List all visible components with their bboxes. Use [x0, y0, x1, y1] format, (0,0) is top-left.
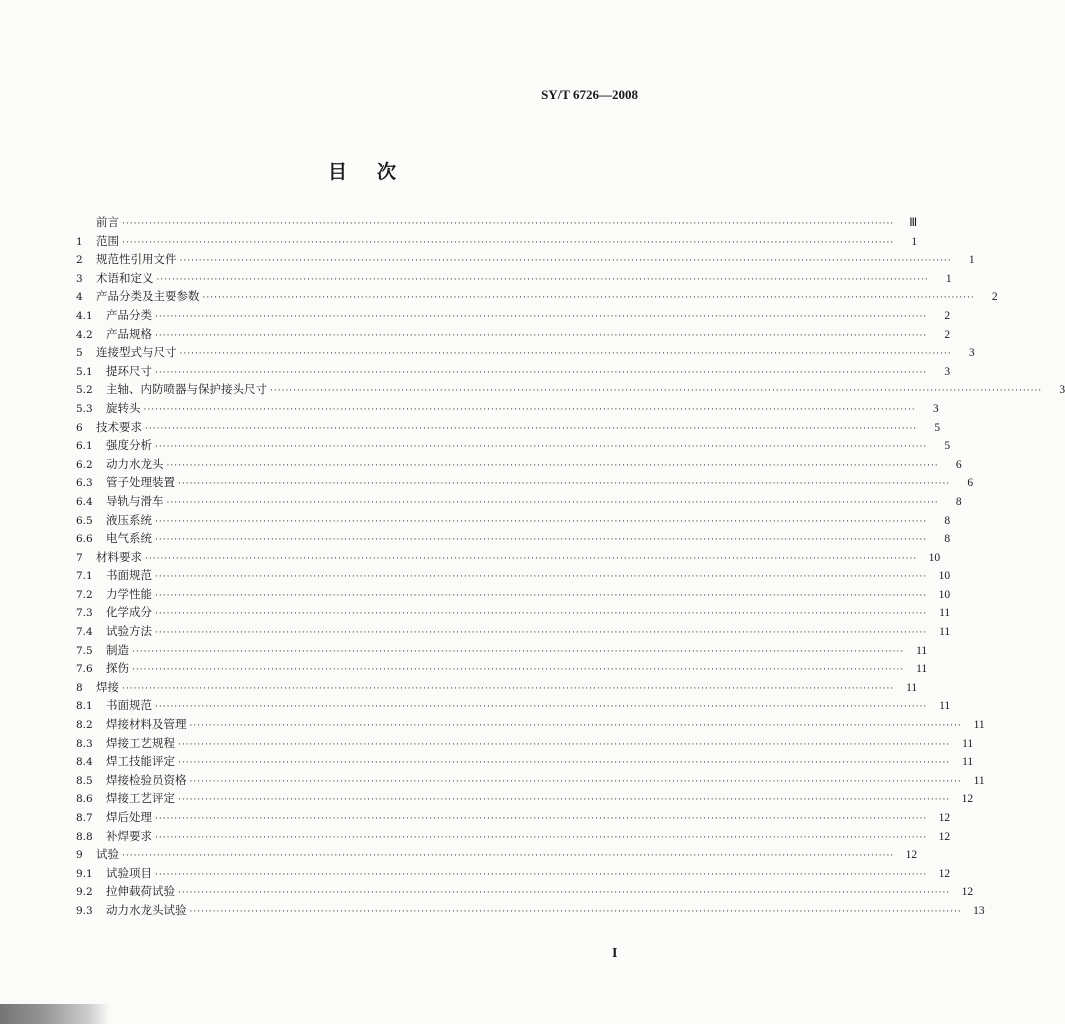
toc-entry-number: 8.4 [76, 756, 93, 769]
toc-entry[interactable] [76, 232, 918, 251]
toc-entry-label: 材料要求 [96, 549, 142, 564]
toc-entry-page: 5 [934, 421, 941, 434]
toc-entry[interactable] [76, 418, 941, 437]
toc-entry[interactable] [76, 734, 974, 753]
toc-leader-dots: ········································································································································································································ [155, 702, 928, 713]
toc-entry-page: 8 [944, 533, 951, 546]
toc-entry-label: 试验方法 [106, 624, 152, 639]
toc-entry[interactable] [76, 436, 951, 455]
toc-leader-dots: ········································································································································································································ [202, 293, 975, 304]
toc-entry[interactable] [76, 380, 1065, 399]
toc-entry[interactable] [76, 306, 951, 325]
toc-entry-label: 管子处理装置 [106, 475, 175, 490]
toc-entry-label: 术语和定义 [96, 270, 154, 285]
toc-entry[interactable] [76, 715, 985, 734]
toc-entry-number: 5.3 [76, 402, 93, 415]
toc-leader-dots: ········································································································································································································ [166, 497, 939, 508]
toc-entry-page: 3 [1059, 384, 1065, 397]
toc-leader-dots: ········································································································································································································ [178, 758, 951, 769]
toc-entry-label: 试验项目 [106, 865, 152, 880]
toc-leader-dots: ········································································································································································································ [189, 721, 962, 732]
toc-entry-page: 11 [916, 644, 928, 657]
toc-entry[interactable] [76, 622, 951, 641]
toc-leader-dots: ········································································································································································································ [155, 869, 928, 880]
toc-leader-dots: ········································································································································································································ [145, 553, 918, 564]
toc-entry-label: 产品分类 [106, 307, 152, 322]
toc-entry-label: 产品规格 [106, 326, 152, 341]
toc-entry-number: 8.6 [76, 793, 93, 806]
toc-entry-page: 11 [973, 719, 985, 732]
toc-entry[interactable] [76, 659, 928, 678]
toc-entry[interactable] [76, 808, 951, 827]
toc-entry-page: Ⅲ [909, 217, 918, 229]
toc-entry[interactable] [76, 566, 951, 585]
toc-entry[interactable] [76, 827, 951, 846]
toc-entry-number: 3 [76, 272, 83, 285]
toc-entry-number: 7.1 [76, 570, 93, 583]
toc-entry-number: 6.2 [76, 458, 93, 471]
toc-entry-page: 11 [939, 626, 951, 639]
toc-entry-number: 7.5 [76, 644, 93, 657]
toc-entry-number: 4.1 [76, 309, 93, 322]
toc-entry-number: 1 [76, 235, 83, 248]
toc-entry-number: 8 [76, 681, 83, 694]
toc-entry-page: 11 [939, 607, 951, 620]
scan-artifact [0, 1004, 110, 1024]
toc-entry-label: 焊接工艺评定 [106, 791, 175, 806]
toc-entry-number: 7.3 [76, 607, 93, 620]
toc-entry-label: 旋转头 [106, 400, 141, 415]
toc-leader-dots: ········································································································································································································ [155, 628, 928, 639]
toc-entry-page: 12 [938, 812, 951, 824]
toc-entry-page: 12 [938, 867, 951, 880]
toc-entry[interactable] [76, 864, 951, 883]
toc-entry-number: 6 [76, 421, 83, 434]
toc-entry[interactable] [76, 529, 951, 548]
toc-leader-dots: ········································································································································································································ [178, 888, 951, 899]
toc-leader-dots: ········································································································································································································ [156, 274, 929, 285]
toc-leader-dots: ········································································································································································································ [145, 423, 918, 434]
toc-leader-dots: ········································································································································································································ [155, 814, 928, 824]
toc-entry[interactable] [76, 511, 951, 530]
toc-entry-label: 书面规范 [106, 698, 152, 713]
toc-leader-dots: ········································································································································································································ [155, 330, 928, 341]
toc-entry-label: 液压系统 [106, 512, 152, 527]
toc-leader-dots: ········································································································································································································ [122, 851, 895, 862]
toc-entry-label: 补焊要求 [106, 828, 152, 843]
toc-entry[interactable] [76, 213, 918, 232]
toc-entry-page: 12 [961, 793, 974, 806]
toc-entry-page: 12 [905, 849, 918, 862]
toc-entry[interactable] [76, 641, 928, 660]
toc-leader-dots: ········································································································································································································ [178, 739, 951, 750]
toc-entry-page: 3 [944, 365, 951, 378]
toc-entry-label: 提环尺寸 [106, 363, 152, 378]
toc-entry-label: 动力水龙头 [106, 456, 164, 471]
toc-entry-number: 4.2 [76, 328, 93, 341]
toc-entry-number: 9.3 [76, 904, 93, 917]
toc-entry[interactable] [76, 362, 951, 381]
toc-entry[interactable] [76, 269, 952, 288]
toc-entry-page: 10 [928, 551, 941, 564]
toc-entry-number: 5.2 [76, 384, 93, 397]
toc-entry-number: 8.2 [76, 719, 93, 732]
toc-entry-page: 11 [906, 681, 918, 694]
toc-entry-page: 3 [968, 347, 975, 360]
toc-entry-label: 焊工技能评定 [106, 754, 175, 769]
toc-entry-label: 焊接材料及管理 [106, 717, 187, 732]
toc-entry-page: 8 [944, 514, 951, 527]
toc-entry-label: 试验 [96, 847, 119, 862]
toc-entry-label: 电气系统 [106, 531, 152, 546]
toc-entry-page: 3 [932, 402, 939, 415]
toc-entry[interactable] [76, 473, 974, 492]
toc-leader-dots: ········································································································································································································ [122, 219, 895, 229]
toc-entry[interactable] [76, 845, 918, 864]
toc-leader-dots: ········································································································································································································ [189, 776, 962, 787]
toc-entry[interactable] [76, 492, 962, 511]
toc-entry[interactable] [76, 343, 975, 362]
toc-entry-label: 焊接 [96, 679, 119, 694]
toc-leader-dots: ········································································································································································································ [179, 349, 952, 360]
toc-entry-label: 焊接工艺规程 [106, 735, 175, 750]
toc-entry-number: 6.1 [76, 440, 93, 453]
toc-entry-number: 9.1 [76, 867, 93, 880]
toc-entry-page: 1 [945, 272, 952, 285]
toc-leader-dots: ········································································································································································································ [155, 516, 928, 527]
toc-leader-dots: ········································································································································································································ [122, 683, 895, 694]
toc-entry-number: 7.4 [76, 626, 93, 639]
toc-entry-number: 6.5 [76, 514, 93, 527]
toc-entry-number: 8.3 [76, 737, 93, 750]
toc-entry[interactable] [76, 752, 974, 771]
toc-leader-dots: ········································································································································································································ [132, 665, 905, 676]
toc-entry-number: 5 [76, 347, 83, 360]
toc-entry-number: 6.4 [76, 495, 93, 508]
toc-entry-page: 1 [911, 235, 918, 248]
toc-leader-dots: ········································································································································································································ [132, 646, 905, 657]
toc-entry-label: 书面规范 [106, 568, 152, 583]
toc-entry-page: 11 [962, 737, 974, 750]
toc-entry-label: 主轴、内防喷器与保护接头尺寸 [106, 382, 267, 397]
toc-entry[interactable] [76, 585, 951, 604]
toc-entry-label: 制造 [106, 642, 129, 657]
toc-entry-label: 动力水龙头试验 [106, 902, 187, 917]
toc-entry-label: 力学性能 [106, 586, 152, 601]
toc-entry-label: 范围 [96, 233, 119, 248]
toc-entry[interactable] [76, 678, 918, 697]
toc-entry[interactable] [76, 901, 985, 920]
toc-entry[interactable] [76, 882, 974, 901]
toc-entry-number: 8.5 [76, 774, 93, 787]
toc-leader-dots: ········································································································································································································ [155, 572, 928, 583]
toc-entry-label: 探伤 [106, 661, 129, 676]
toc-leader-dots: ········································································································································································································ [189, 906, 962, 917]
toc-leader-dots: ········································································································································································································ [155, 367, 928, 378]
toc-entry-number: 5.1 [76, 365, 93, 378]
toc-entry-number: 8.1 [76, 700, 93, 713]
toc-leader-dots: ········································································································································································································ [155, 442, 928, 453]
toc-entry-label: 焊后处理 [106, 810, 152, 824]
toc-entry-page: 11 [916, 663, 928, 676]
toc-leader-dots: ········································································································································································································ [155, 311, 928, 322]
toc-entry-page: 12 [961, 886, 974, 899]
toc-entry-number: 7.2 [76, 588, 93, 601]
toc-entry-label: 技术要求 [96, 419, 142, 434]
toc-entry-page: 13 [973, 904, 985, 917]
toc-entry-number: 6.3 [76, 477, 93, 490]
toc-entry-number: 9 [76, 849, 83, 862]
toc-leader-dots: ········································································································································································································ [166, 460, 939, 471]
toc-entry[interactable] [76, 696, 951, 715]
toc-entry-page: 6 [967, 477, 974, 490]
toc-leader-dots: ········································································································································································································ [155, 609, 928, 620]
toc-entry-page: 11 [962, 756, 974, 769]
toc-entry-label: 导轨与滑车 [106, 493, 164, 508]
toc-entry-page: 1 [968, 254, 975, 267]
toc-entry[interactable] [76, 287, 998, 306]
toc-entry-page: 10 [938, 570, 951, 583]
toc-entry-page: 6 [955, 458, 962, 471]
toc-entry-number: 9.2 [76, 886, 93, 899]
table-of-contents [76, 213, 1065, 920]
toc-entry-number: 6.6 [76, 533, 93, 546]
toc-entry[interactable] [76, 399, 939, 418]
toc-leader-dots: ········································································································································································································ [178, 479, 951, 490]
toc-entry-page: 2 [944, 309, 951, 322]
toc-entry-label: 强度分析 [106, 438, 152, 453]
toc-entry-label: 化学成分 [106, 605, 152, 620]
toc-entry-page: 2 [944, 328, 951, 341]
toc-entry-page: 2 [991, 291, 998, 304]
toc-entry-page: 8 [955, 495, 962, 508]
toc-entry[interactable] [76, 603, 951, 622]
toc-entry[interactable] [76, 325, 951, 344]
toc-entry[interactable] [76, 455, 962, 474]
toc-entry-number: 8.8 [76, 830, 93, 843]
toc-entry-label: 连接型式与尺寸 [96, 345, 177, 360]
toc-entry-number: 8.7 [76, 812, 93, 824]
toc-leader-dots: ········································································································································································································ [155, 535, 928, 546]
toc-entry-page: 5 [944, 440, 951, 453]
toc-entry[interactable] [76, 250, 975, 269]
toc-leader-dots: ········································································································································································································ [155, 832, 928, 843]
toc-leader-dots: ········································································································································································································ [178, 795, 951, 806]
toc-leader-dots: ········································································································································································································ [270, 386, 1043, 397]
toc-entry-label: 拉伸载荷试验 [106, 884, 175, 899]
toc-entry-label: 规范性引用文件 [96, 252, 177, 267]
toc-leader-dots: ········································································································································································································ [179, 256, 952, 267]
toc-entry-page: 11 [939, 700, 951, 713]
toc-entry-number: 7 [76, 551, 83, 564]
toc-entry-page: 12 [938, 830, 951, 843]
toc-entry-number: 2 [76, 254, 83, 267]
toc-entry-label: 前言 [96, 215, 119, 229]
toc-entry-number: 4 [76, 291, 83, 304]
toc-entry[interactable] [76, 548, 941, 567]
toc-entry[interactable] [76, 771, 985, 790]
toc-entry-page: 10 [938, 588, 951, 601]
toc-leader-dots: ········································································································································································································ [155, 590, 928, 601]
toc-entry-label: 焊接检验员资格 [106, 772, 187, 787]
toc-leader-dots: ········································································································································································································ [143, 404, 916, 415]
toc-entry-number: 7.6 [76, 663, 93, 676]
toc-entry-label: 产品分类及主要参数 [96, 289, 200, 304]
toc-leader-dots: ········································································································································································································ [122, 237, 895, 248]
page-number: I [612, 946, 618, 961]
toc-entry[interactable] [76, 789, 974, 808]
standard-code: SY/T 6726—2008 [541, 87, 638, 102]
toc-entry-page: 11 [973, 774, 985, 787]
page-title: 目次 [327, 161, 426, 183]
